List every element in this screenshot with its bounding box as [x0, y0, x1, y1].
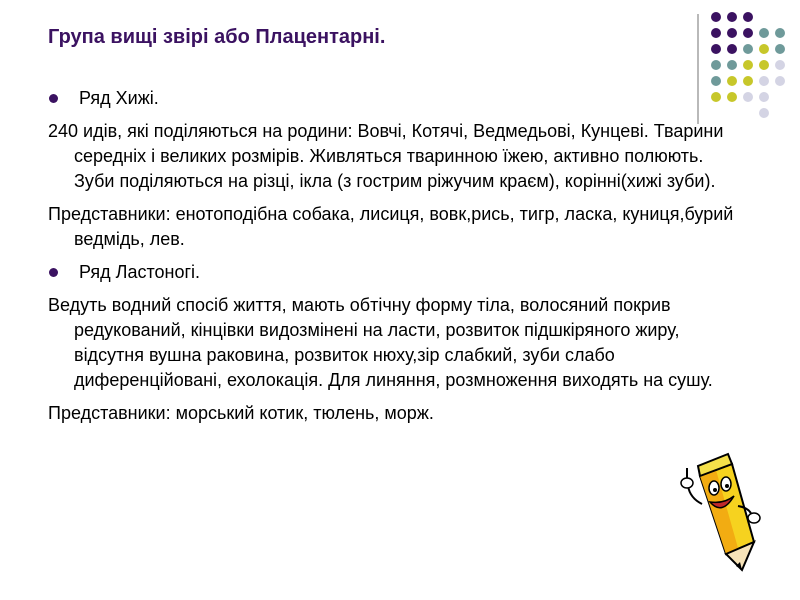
slide-content: [48, 86, 748, 434]
decorative-dot: [775, 60, 785, 70]
decorative-dot: [759, 44, 769, 54]
pencil-mascot-icon: [670, 446, 765, 576]
bullet-item-order-carnivora: [48, 86, 748, 111]
decorative-dot: [775, 28, 785, 38]
decorative-dot: [727, 28, 737, 38]
decorative-dot: [727, 76, 737, 86]
decorative-dot: [743, 60, 753, 70]
decorative-dot: [727, 44, 737, 54]
bullet-item-order-pinnipedia: [48, 260, 748, 285]
decorative-dot: [743, 44, 753, 54]
paragraph-pinnipedia-description: Ведуть водний спосіб життя, мають обтічну форму тіла, волосяний покрив редукований, кінцівки видозмінені на ласти, розвиток підшкіряного жиру, відсутня вушна раковина, розвиток нюху,зір слабкий, зуби слабо диференційовані, ехолокація. Для линяння, розмноження виходять на сушу.: [48, 295, 713, 390]
decorative-dot: [759, 92, 769, 102]
decorative-dot: [727, 12, 737, 22]
decorative-dot: [743, 12, 753, 22]
decorative-dot: [759, 108, 769, 118]
decorative-dot: [759, 60, 769, 70]
decorative-dot: [711, 60, 721, 70]
decorative-dot: [775, 76, 785, 86]
slide-title: Група вищі звірі або Плацентарні.: [48, 26, 386, 48]
bullet-text: Ряд Ластоногі.: [79, 262, 201, 282]
bullet-text: Ряд Хижі.: [79, 88, 159, 108]
bullet-icon: [49, 94, 58, 103]
paragraph-carnivora-description: 240 идів, які поділяються на родини: Вовчі, Котячі, Ведмедьові, Кунцеві. Тварини середніх і великих розмірів. Живляться тваринною їжею, активно полюють. Зуби поділяються на різці, ікла (з гострим ріжучим краєм), корінні(хижі зуби).: [48, 121, 724, 191]
decorative-dot: [711, 76, 721, 86]
decorative-dot: [759, 28, 769, 38]
bullet-icon: [49, 268, 58, 277]
decorative-dot: [711, 28, 721, 38]
decorative-dot: [727, 60, 737, 70]
decorative-dot: [759, 76, 769, 86]
decorative-dot: [711, 12, 721, 22]
decorative-dot: [743, 28, 753, 38]
paragraph-carnivora-representatives: Представники: енотоподібна собака, лисиця, вовк,рись, тигр, ласка, куниця,бурий ведмідь, лев.: [48, 204, 734, 249]
decorative-dot: [711, 44, 721, 54]
decorative-dot: [743, 76, 753, 86]
decorative-dot: [775, 44, 785, 54]
paragraph-pinnipedia-representatives: Представники: морський котик, тюлень, морж.: [48, 403, 434, 423]
